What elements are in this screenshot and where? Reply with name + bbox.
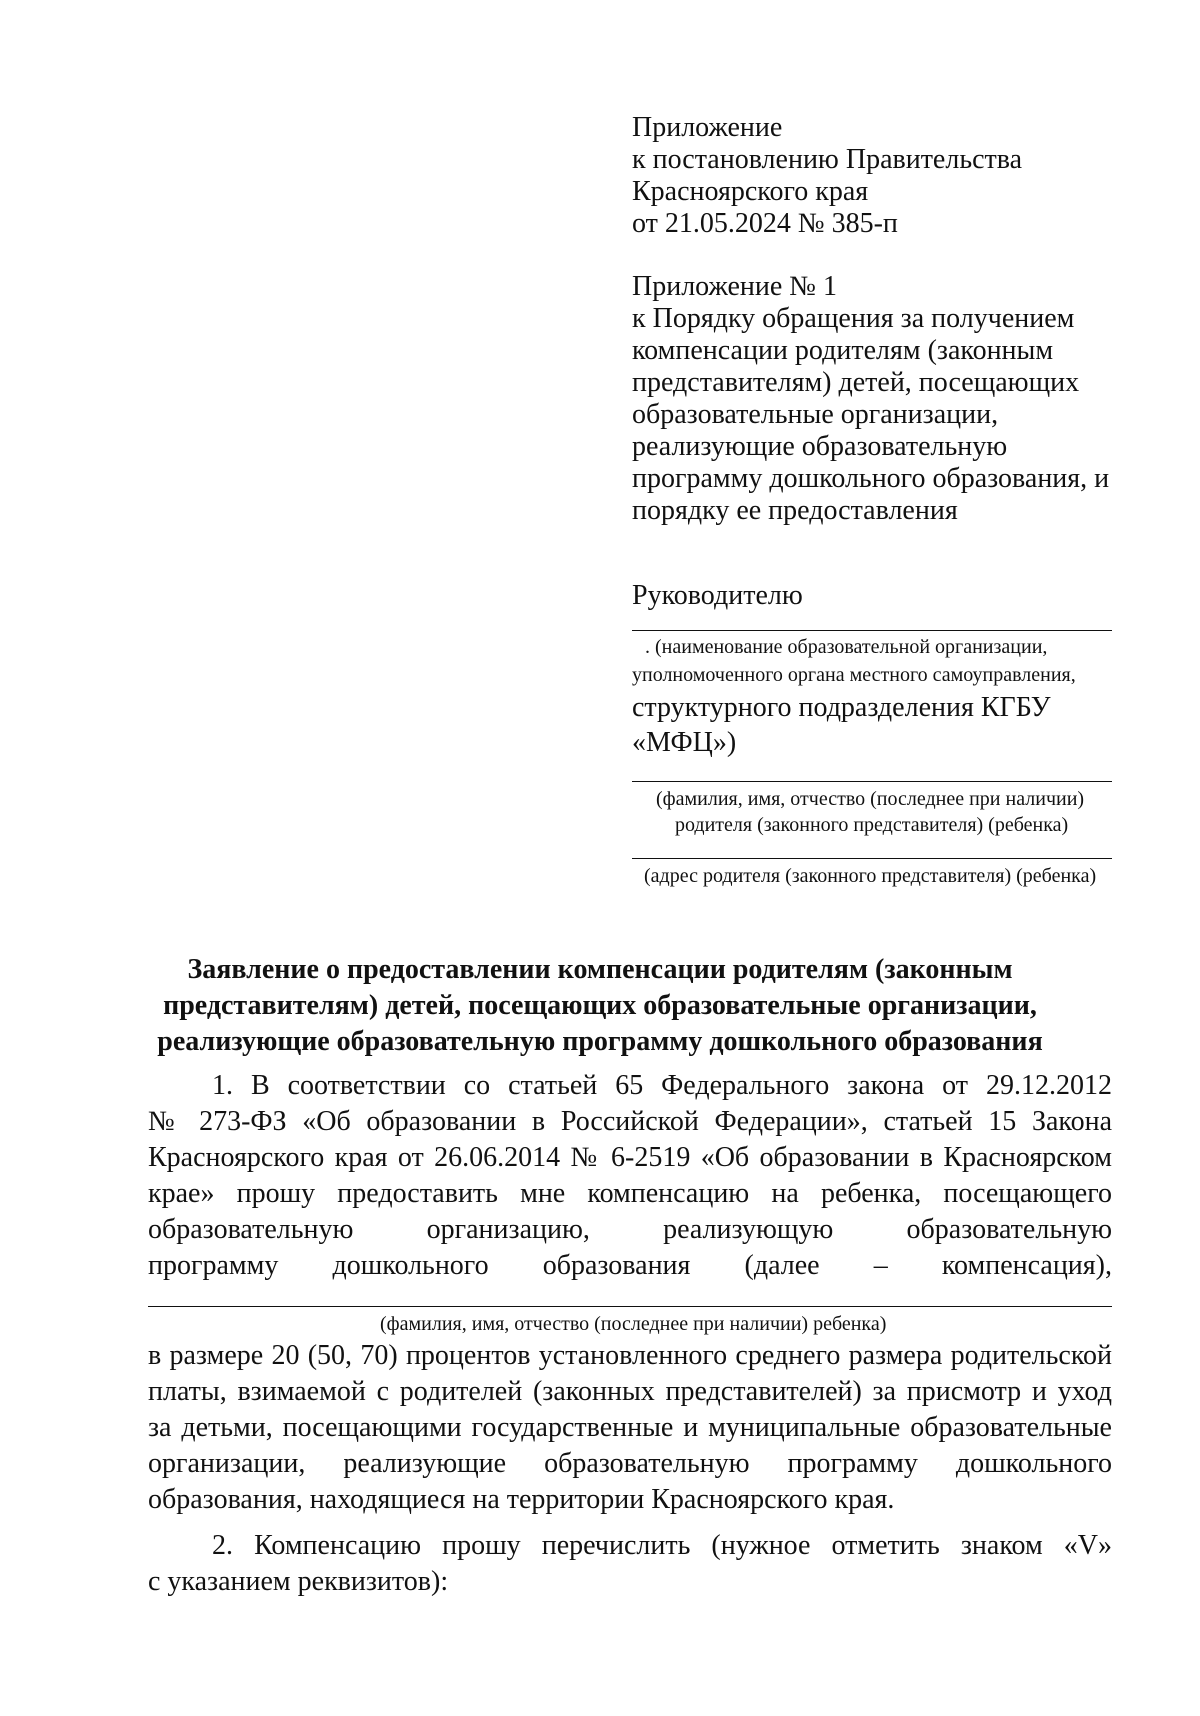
parent-address-caption: (адрес родителя (законного представителя) (ребенка) <box>644 865 1097 887</box>
appendix-line: к Порядку обращения за получением <box>632 303 1075 334</box>
appendix-line: порядку ее предоставления <box>632 495 958 526</box>
appendix-line: от 21.05.2024 № 385-п <box>632 208 898 239</box>
appendix-line: Приложение <box>632 112 783 143</box>
appendix-procedure <box>632 271 1132 527</box>
paragraph-line: 1. В соответствии со статьей 65 Федерального закона от 29.12.2012 <box>212 1070 1112 1101</box>
document-title <box>0 952 1200 1060</box>
title-line: Заявление о предоставлении компенсации родителям (законным <box>187 954 1013 985</box>
organization-caption-line: уполномоченного органа местного самоуправления, <box>632 664 1076 686</box>
organization-caption-large: структурного подразделения КГБУ <box>632 692 1051 723</box>
appendix-line: образовательные организации, <box>632 399 999 430</box>
paragraph-1-continuation <box>148 1338 1112 1518</box>
paragraph-line: крае» прошу предоставить мне компенсацию на ребенка, посещающего <box>148 1178 1112 1209</box>
addressee-text: Руководителю <box>632 580 803 611</box>
appendix-line: Красноярского края <box>632 176 869 207</box>
appendix-government-resolution <box>632 112 1132 240</box>
organization-field-line[interactable] <box>632 630 1112 631</box>
paragraph-line: с указанием реквизитов): <box>148 1566 449 1597</box>
appendix-line: реализующие образовательную <box>632 431 1008 462</box>
appendix-line: к постановлению Правительства <box>632 144 1023 175</box>
addressee-label <box>632 580 1132 612</box>
child-name-field-line[interactable] <box>148 1306 1112 1307</box>
title-line: реализующие образовательную программу дошкольного образования <box>157 1026 1043 1057</box>
parent-name-caption: (фамилия, имя, отчество (последнее при наличии) <box>656 788 1085 810</box>
appendix-line: представителям) детей, посещающих <box>632 367 1080 398</box>
paragraph-line: № 273-ФЗ «Об образовании в Российской Федерации», статьей 15 Закона <box>148 1106 1112 1137</box>
paragraph-line: платы, взимаемой с родителей (законных представителей) за присмотр и уход <box>148 1376 1112 1407</box>
paragraph-line: образовательную организацию, реализующую образовательную <box>148 1214 1112 1245</box>
parent-name-field-line[interactable] <box>632 781 1112 782</box>
parent-address-field-line[interactable] <box>632 858 1112 859</box>
paragraph-line: 2. Компенсацию прошу перечислить (нужное отметить знаком «V» <box>212 1530 1112 1561</box>
organization-caption-large: «МФЦ») <box>632 727 737 758</box>
paragraph-line: программу дошкольного образования (далее – компенсация), <box>148 1250 1112 1281</box>
paragraph-2 <box>148 1528 1112 1600</box>
paragraph-line: в размере 20 (50, 70) процентов установленного среднего размера родительской <box>148 1340 1112 1371</box>
child-name-caption: (фамилия, имя, отчество (последнее при наличии) ребенка) <box>380 1313 887 1335</box>
parent-name-caption: родителя (законного представителя) (ребенка) <box>675 814 1069 836</box>
paragraph-line: организации, реализующие образовательную программу дошкольного <box>148 1448 1112 1479</box>
paragraph-1 <box>148 1068 1112 1284</box>
organization-caption-line: . (наименование образовательной организации, <box>645 636 1048 658</box>
paragraph-line: Красноярского края от 26.06.2014 № 6-2519 «Об образовании в Красноярском <box>148 1142 1112 1173</box>
appendix-line: компенсации родителям (законным <box>632 335 1054 366</box>
appendix-line: программу дошкольного образования, и <box>632 463 1110 494</box>
paragraph-line: образования, находящиеся на территории Красноярского края. <box>148 1484 895 1515</box>
paragraph-line: за детьми, посещающими государственные и муниципальные образовательные <box>148 1412 1112 1443</box>
appendix-line: Приложение № 1 <box>632 271 837 302</box>
title-line: представителям) детей, посещающих образовательные организации, <box>163 990 1037 1021</box>
